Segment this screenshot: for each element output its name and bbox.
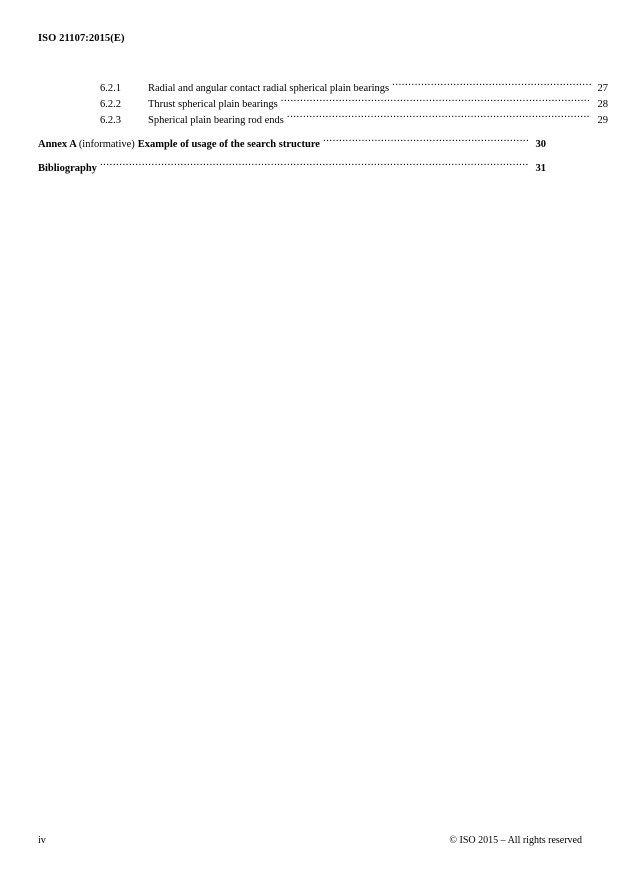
toc-leader-dots	[100, 160, 529, 171]
toc-entry[interactable]	[38, 80, 608, 96]
toc-entry-qualifier: (informative)	[78, 139, 135, 150]
toc-entry-title: Example of usage of the search structure	[137, 139, 320, 150]
toc-entry-number: 6.2.2	[100, 99, 121, 110]
table-of-contents	[38, 80, 608, 176]
toc-entry-title: Radial and angular contact radial spherical plain bearings	[148, 83, 390, 94]
toc-entry[interactable]	[38, 112, 608, 128]
toc-leader-dots	[281, 96, 591, 107]
toc-entry-number: 6.2.1	[100, 83, 121, 94]
toc-entry-title: Bibliography	[38, 163, 97, 174]
toc-entry[interactable]	[38, 96, 608, 112]
toc-entry-page: 31	[535, 163, 546, 174]
toc-leader-dots	[392, 80, 591, 91]
toc-entry-page: 27	[597, 83, 608, 94]
page-number: iv	[38, 835, 46, 846]
page-header: ISO 21107:2015(E)	[38, 33, 125, 44]
toc-entry-title: Thrust spherical plain bearings	[148, 99, 278, 110]
toc-leader-dots	[323, 136, 529, 147]
toc-leader-dots	[287, 112, 591, 123]
toc-entry-number: Annex A	[38, 139, 77, 150]
toc-entry-page: 28	[597, 99, 608, 110]
toc-entry-bibliography[interactable]	[38, 160, 546, 176]
toc-entry-annex-a[interactable]	[38, 136, 546, 152]
toc-entry-number: 6.2.3	[100, 115, 121, 126]
copyright-notice: © ISO 2015 – All rights reserved	[449, 835, 582, 846]
toc-entry-title: Spherical plain bearing rod ends	[148, 115, 284, 126]
toc-entry-page: 29	[597, 115, 608, 126]
toc-entry-page: 30	[535, 139, 546, 150]
